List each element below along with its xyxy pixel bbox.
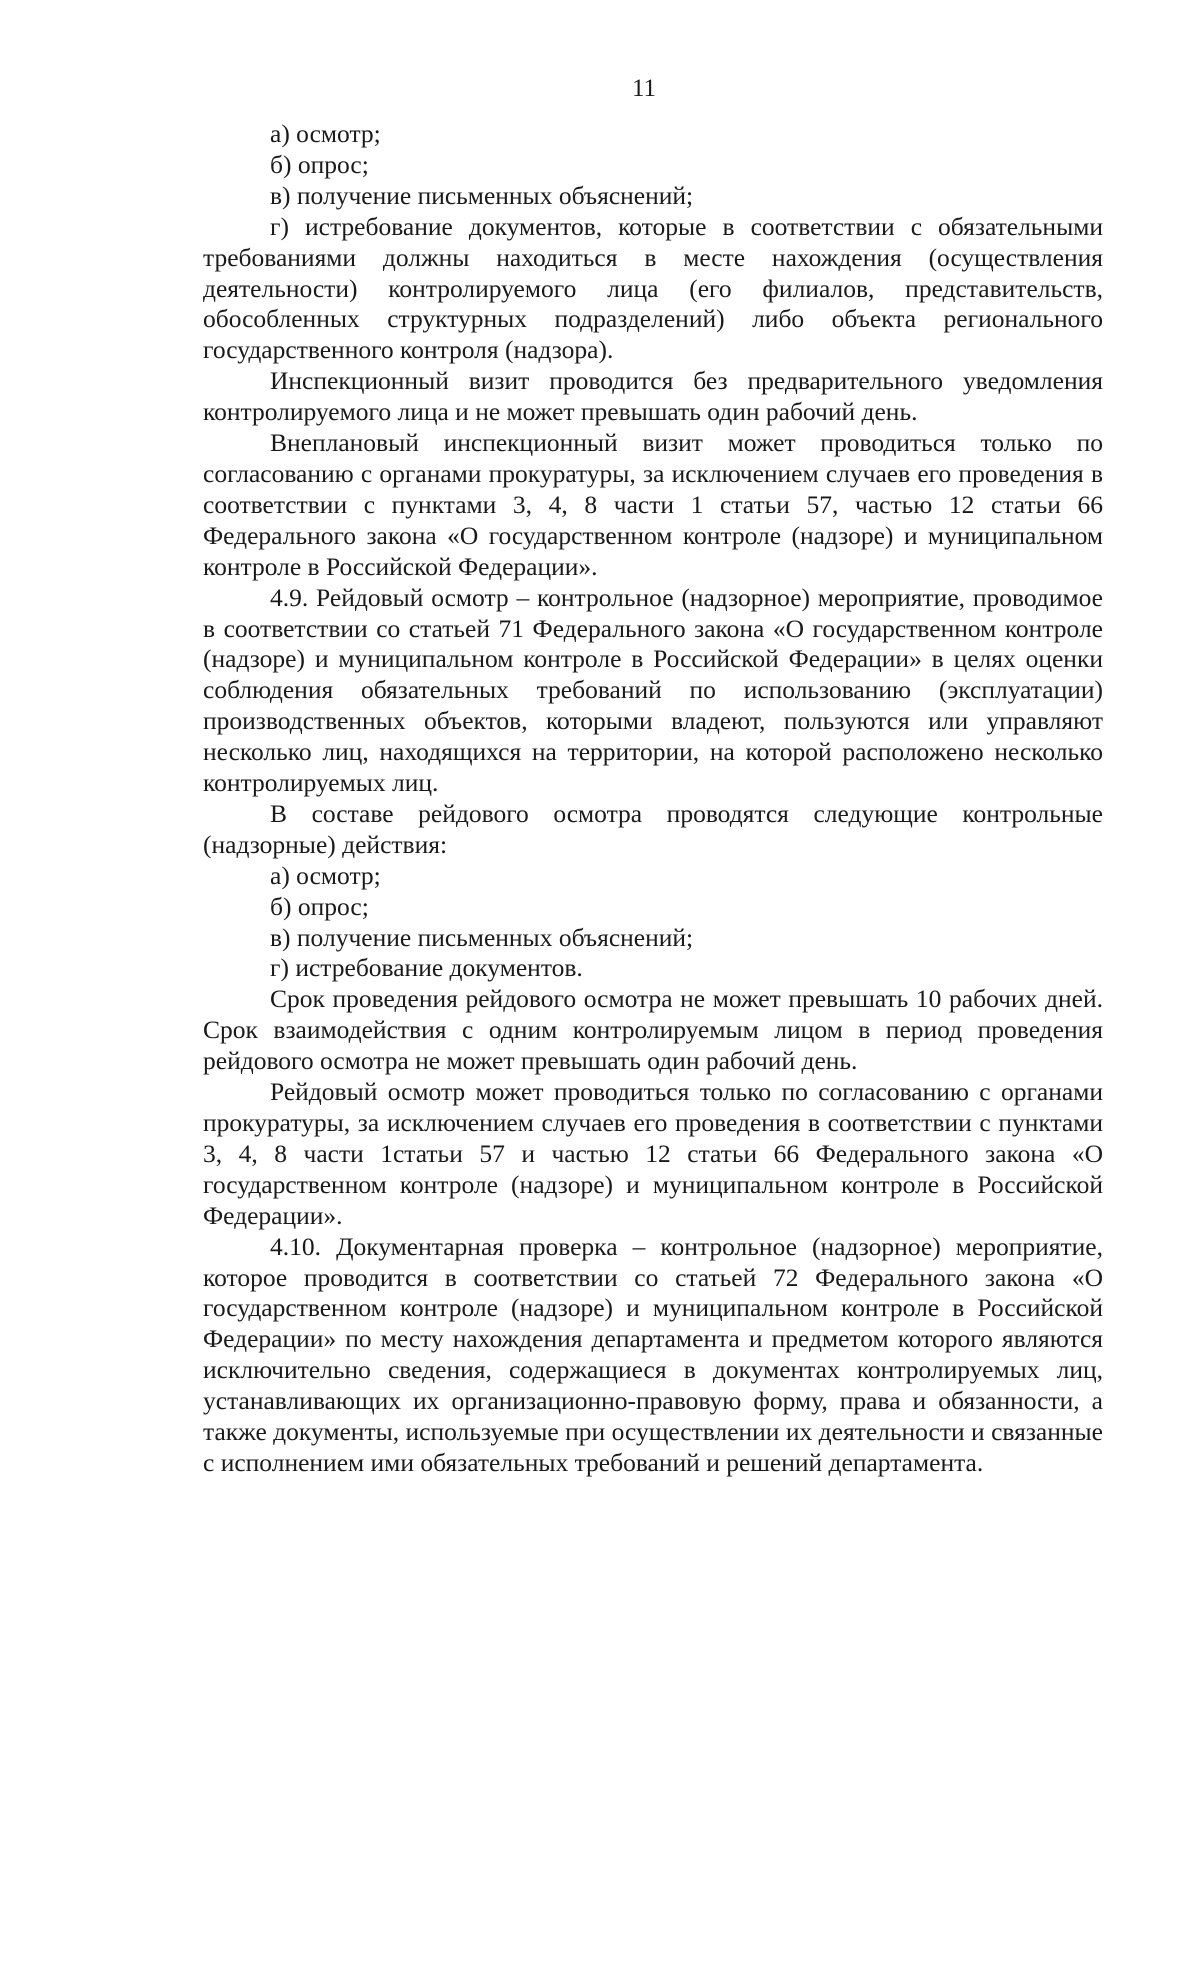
list-item-raid-written-explanations: в) получение письменных объяснений; [270,922,694,952]
paragraph-inspection-visit-notice: Инспекционный визит проводится без предварительного уведомления контролируемого лица и не может превышать один рабочий день. [203,366,1103,427]
paragraph-unscheduled-inspection-visit: Внеплановый инспекционный визит может проводиться только по согласованию с органами прокуратуры, за исключением случаев его проведения в соответствии с пунктами 3, 4, 8 части 1 статьи 57, частью 12 статьи 66 Федерального закона «О государственном контроле (надзоре) и муниципальном контроле в Российской Федерации». [203,428,1103,581]
paragraph-raid-inspection-approval: Рейдовый осмотр может проводиться только по согласованию с органами прокуратуры, за исключением случаев его проведения в соответствии с пунктами 3, 4, 8 части 1статьи 57 и частью 12 статьи 66 Федерального закона «О государственном контроле (надзоре) и муниципальном контроле в Российской Федерации». [203,1077,1103,1230]
list-item-raid-examination: а) осмотр; [270,860,381,890]
list-item-inspection-written-explanations: в) получение письменных объяснений; [270,180,694,210]
paragraph-raid-inspection-duration: Срок проведения рейдового осмотра не может превышать 10 рабочих дней. Срок взаимодействия с одним контролируемым лицом в период проведения рейдового осмотра не может превышать один рабочий день. [203,984,1103,1076]
paragraph-raid-inspection-actions: В составе рейдового осмотра проводятся следующие контрольные (надзорные) действия: [203,798,1103,859]
document-body [203,119,1103,1479]
list-item-inspection-document-request: г) истребование документов, которые в соответствии с обязательными требованиями должны находиться в месте нахождения (осуществления деятельности) контролируемого лица (его филиалов, представительств, обособленных структурных подразделений) либо объекта регионального государственного контроля (надзора). [203,211,1103,365]
paragraph-4-9-raid-inspection: 4.9. Рейдовый осмотр – контрольное (надзорное) мероприятие, проводимое в соответствии со статьей 71 Федерального закона «О государственном контроле (надзоре) и муниципальном контроле в Российской Федерации» в целях оценки соблюдения обязательных требований по использованию (эксплуатации) производственных объектов, которыми владеют, пользуются или управляют несколько лиц, находящихся на территории, на которой расположено несколько контролируемых лиц. [203,582,1103,798]
list-item-raid-survey: б) опрос; [270,891,369,921]
list-item-inspection-survey: б) опрос; [270,149,369,179]
paragraph-4-10-documentary-check: 4.10. Документарная проверка – контрольное (надзорное) мероприятие, которое проводится в соответствии со статьей 72 Федерального закона «О государственном контроле (надзоре) и муниципальном контроле в Российской Федерации» по месту нахождения департамента и предметом которого являются исключительно сведения, содержащиеся в документах контролируемых лиц, устанавливающих их организационно-правовую форму, права и обязанности, а также документы, используемые при осуществлении их деятельности и связанные с исполнением ими обязательных требований и решений департамента. [203,1231,1103,1477]
list-item-raid-document-request: г) истребование документов. [270,953,583,983]
list-item-inspection-examination: а) осмотр; [270,119,381,148]
page-number: 11 [631,75,657,102]
